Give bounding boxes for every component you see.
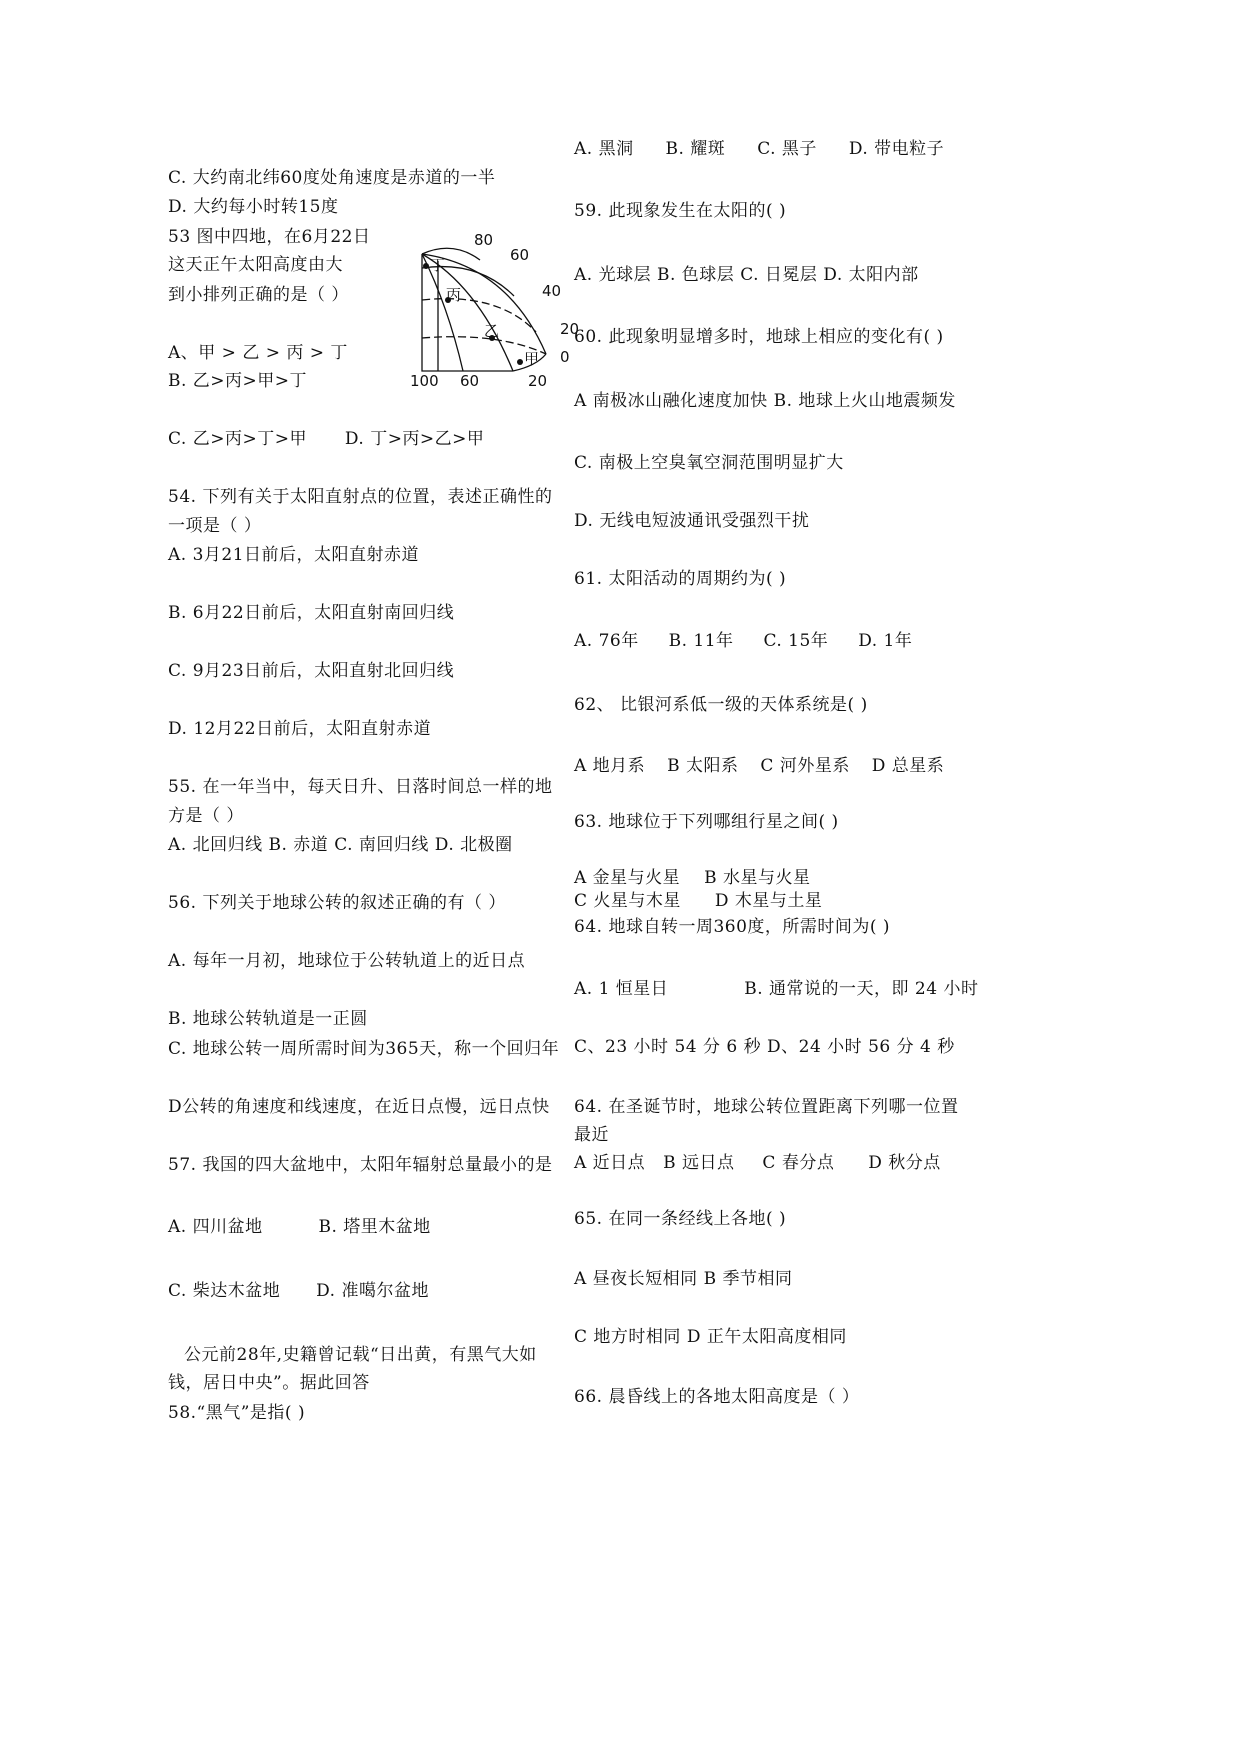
q57-option-d: D. 准噶尔盆地 xyxy=(316,1281,429,1301)
q62-option-a: A 地月系 xyxy=(574,756,646,776)
q56-stem: 56. 下列关于地球公转的叙述正确的有（ ） xyxy=(168,893,506,913)
q63-option-d: D 木星与土星 xyxy=(714,891,823,911)
q56-option-a: A. 每年一月初，地球位于公转轨道上的近日点 xyxy=(168,951,526,971)
q61-options xyxy=(574,630,912,652)
q64b-options xyxy=(574,1152,941,1174)
q55-stem-line2: 方是（ ） xyxy=(168,806,244,826)
graticule-diagram xyxy=(410,231,590,436)
q63-options-ab xyxy=(574,867,811,889)
q52-option-d: D. 大约每小时转15度 xyxy=(168,197,339,217)
q58-option-d: D. 带电粒子 xyxy=(848,139,945,159)
q64-options-cd: C、23 小时 54 分 6 秒 D、24 小时 56 分 4 秒 xyxy=(574,1037,955,1057)
q63-stem: 63. 地球位于下列哪组行星之间( ) xyxy=(574,812,839,832)
latitude-40-arc xyxy=(422,299,536,332)
q56-option-c: C. 地球公转一周所需时间为365天，称一个回归年 xyxy=(168,1039,560,1059)
q60-stem: 60. 此现象明显增多时，地球上相应的变化有( ) xyxy=(574,327,944,347)
q60-option-d: D. 无线电短波通讯受强烈干扰 xyxy=(574,511,810,531)
q64-option-b: B. 通常说的一天，即 24 小时 xyxy=(744,979,979,999)
passage-line2: 钱，居日中央”。据此回答 xyxy=(168,1373,370,1393)
q53-stem-line2: 这天正午太阳高度由大 xyxy=(168,255,343,275)
q64-options-ab xyxy=(574,978,978,1000)
label-lat-60: 60 xyxy=(510,246,530,264)
q58-stem: 58.“黑气”是指( ) xyxy=(168,1403,306,1423)
q65-options-ab: A 昼夜长短相同 B 季节相同 xyxy=(574,1269,793,1289)
q61-option-c: C. 15年 xyxy=(763,631,829,651)
q54-stem-line1: 54. 下列有关于太阳直射点的位置，表述正确性的 xyxy=(168,487,553,507)
q54-option-c: C. 9月23日前后，太阳直射北回归线 xyxy=(168,661,455,681)
q64b-option-b: B 远日点 xyxy=(663,1153,735,1173)
q64b-stem-line2: 最近 xyxy=(574,1125,609,1145)
label-lat-40: 40 xyxy=(542,282,562,300)
q63-option-a: A 金星与火星 xyxy=(574,868,681,888)
q53-option-b: B. 乙>丙>甲>丁 xyxy=(168,371,308,391)
q62-option-d: D 总星系 xyxy=(871,756,945,776)
q54-option-d: D. 12月22日前后，太阳直射赤道 xyxy=(168,719,432,739)
q57-option-c: C. 柴达木盆地 xyxy=(168,1281,281,1301)
q55-options: A. 北回归线 B. 赤道 C. 南回归线 D. 北极圈 xyxy=(168,835,513,855)
label-ding: 丁 xyxy=(430,256,446,274)
q62-options xyxy=(574,755,944,777)
q53-option-c: C. 乙>丙>丁>甲 xyxy=(168,429,307,449)
q59-options: A. 光球层 B. 色球层 C. 日冕层 D. 太阳内部 xyxy=(574,265,919,285)
point-jia xyxy=(517,359,523,365)
q54-stem-line2: 一项是（ ） xyxy=(168,516,262,536)
q65-options-cd: C 地方时相同 D 正午太阳高度相同 xyxy=(574,1327,847,1347)
q52-option-c: C. 大约南北纬60度处角速度是赤道的一半 xyxy=(168,168,496,188)
label-bing: 丙 xyxy=(446,286,462,304)
q62-option-b: B 太阳系 xyxy=(667,756,739,776)
label-lon-100: 100 xyxy=(410,372,439,390)
q60-options-ab: A 南极冰山融化速度加快 B. 地球上火山地震频发 xyxy=(574,391,956,411)
label-lon-20: 20 xyxy=(528,372,548,390)
latitude-longitude-figure xyxy=(410,231,590,436)
q57-options-cd xyxy=(168,1280,429,1302)
q53-stem-line1: 53 图中四地，在6月22日 xyxy=(168,227,371,247)
q64-option-a: A. 1 恒星日 xyxy=(574,979,669,999)
q56-option-b: B. 地球公转轨道是一正圆 xyxy=(168,1009,368,1029)
q53-option-a: A、甲 > 乙 > 丙 > 丁 xyxy=(168,343,348,363)
q61-option-a: A. 76年 xyxy=(574,631,639,651)
q62-option-c: C 河外星系 xyxy=(760,756,850,776)
label-lat-80: 80 xyxy=(474,231,494,249)
q58-option-c: C. 黑子 xyxy=(757,139,817,159)
q59-stem: 59. 此现象发生在太阳的( ) xyxy=(574,201,787,221)
q63-option-c: C 火星与木星 xyxy=(574,891,681,911)
q63-option-b: B 水星与火星 xyxy=(704,868,811,888)
q55-stem-line1: 55. 在一年当中，每天日升、日落时间总一样的地 xyxy=(168,777,553,797)
q64-stem: 64. 地球自转一周360度，所需时间为( ) xyxy=(574,917,891,937)
q53-stem-line3: 到小排列正确的是（ ） xyxy=(168,285,349,305)
q58-options xyxy=(574,138,944,160)
q60-option-c: C. 南极上空臭氧空洞范围明显扩大 xyxy=(574,453,844,473)
q64b-option-a: A 近日点 xyxy=(574,1153,646,1173)
point-ding xyxy=(423,263,429,269)
q53-option-d: D. 丁>丙>乙>甲 xyxy=(344,429,485,449)
q58-option-b: B. 耀斑 xyxy=(665,139,726,159)
q66-stem: 66. 晨昏线上的各地太阳高度是（ ） xyxy=(574,1387,860,1407)
q62-stem: 62、 比银河系低一级的天体系统是( ) xyxy=(574,695,868,715)
q63-options-cd xyxy=(574,890,822,912)
q57-stem: 57. 我国的四大盆地中，太阳年辐射总量最小的是 xyxy=(168,1155,553,1175)
q64b-stem-line1: 64. 在圣诞节时，地球公转位置距离下列哪一位置 xyxy=(574,1097,959,1117)
q58-option-a: A. 黑洞 xyxy=(574,139,634,159)
label-lon-60: 60 xyxy=(460,372,480,390)
q61-option-b: B. 11年 xyxy=(668,631,734,651)
q61-stem: 61. 太阳活动的周期约为( ) xyxy=(574,569,787,589)
label-yi: 乙 xyxy=(484,322,500,340)
q64b-option-d: D 秋分点 xyxy=(868,1153,941,1173)
q61-option-d: D. 1年 xyxy=(858,631,913,651)
label-lat-20: 20 xyxy=(560,320,580,338)
q54-option-b: B. 6月22日前后，太阳直射南回归线 xyxy=(168,603,455,623)
q54-option-a: A. 3月21日前后，太阳直射赤道 xyxy=(168,545,420,565)
q65-stem: 65. 在同一条经线上各地( ) xyxy=(574,1209,787,1229)
q56-option-d: D公转的角速度和线速度，在近日点慢，远日点快 xyxy=(168,1097,550,1117)
label-jia: 甲 xyxy=(524,350,540,368)
q57-options-ab xyxy=(168,1216,431,1238)
label-lat-0: 0 xyxy=(560,348,570,366)
q57-option-a: A. 四川盆地 xyxy=(168,1217,263,1237)
passage-line1: 公元前28年,史籍曾记载“日出黄，有黑气大如 xyxy=(184,1345,537,1365)
q64b-option-c: C 春分点 xyxy=(762,1153,835,1173)
q57-option-b: B. 塔里木盆地 xyxy=(318,1217,431,1237)
